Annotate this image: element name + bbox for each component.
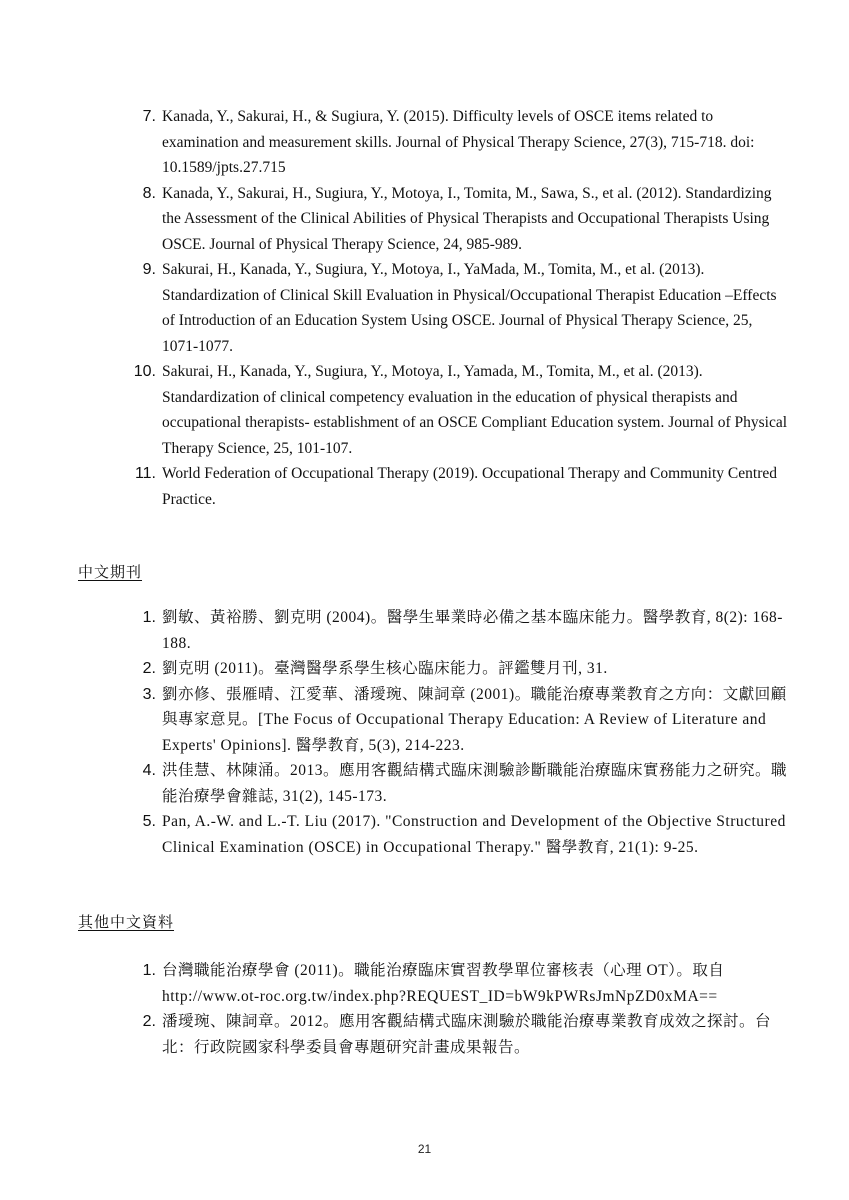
english-reference-list bbox=[0, 104, 849, 512]
reference-text: Pan, A.-W. and L.-T. Liu (2017). "Construction and Development of the Objective Structured Clinical Examination (OSCE) in Occupational Therapy." 醫學教育, 21(1): 9-25. bbox=[162, 813, 786, 856]
reference-text: 洪佳慧、林陳涌。2013。應用客觀結構式臨床測驗診斷職能治療臨床實務能力之研究。職能治療學會雜誌, 31(2), 145-173. bbox=[162, 762, 788, 805]
reference-text: World Federation of Occupational Therapy (2019). Occupational Therapy and Community Centred Practice. bbox=[162, 465, 777, 508]
reference-item bbox=[0, 181, 849, 258]
reference-text: Sakurai, H., Kanada, Y., Sugiura, Y., Motoya, I., Yamada, M., Tomita, M., et al. (2013). Standardization of clinical competency evaluation in the education of physical therapists and occupational therapists- establishment of an OSCE Compliant Education system. Journal of Physical Therapy Science, 25, 101-107. bbox=[162, 363, 788, 457]
reference-number: 2. bbox=[142, 660, 156, 677]
reference-item bbox=[0, 257, 849, 359]
reference-number: 11. bbox=[134, 465, 156, 482]
reference-item bbox=[0, 809, 849, 860]
reference-text: Kanada, Y., Sakurai, H., & Sugiura, Y. (2015). Difficulty levels of OSCE items related to examination and measurement skills. Journal of Physical Therapy Science, 27(3), 715-718. doi: 10.1589/jpts.27.715 bbox=[162, 108, 755, 176]
reference-item bbox=[0, 104, 849, 181]
reference-number: 9. bbox=[142, 261, 156, 278]
reference-text: Kanada, Y., Sakurai, H., Sugiura, Y., Motoya, I., Tomita, M., Sawa, S., et al. (2012). Standardizing the Assessment of the Clinical Abilities of Physical Therapists and Occupational Therapists Using OSCE. Journal of Physical Therapy Science, 24, 985-989. bbox=[162, 184, 772, 253]
reference-item bbox=[0, 758, 849, 809]
other-chinese-list bbox=[0, 958, 849, 1060]
reference-text: 台灣職能治療學會 (2011)。職能治療臨床實習教學單位審核表（心理 OT）。取自 http://www.ot-roc.org.tw/index.php?REQUEST_ID=bW9kPWRsJmNpZD0xMA== bbox=[162, 962, 725, 1005]
reference-item bbox=[0, 359, 849, 461]
reference-item bbox=[0, 605, 849, 656]
reference-number: 4. bbox=[142, 762, 156, 779]
reference-number: 2. bbox=[142, 1013, 156, 1030]
reference-number: 3. bbox=[142, 685, 156, 703]
reference-item bbox=[0, 1009, 849, 1060]
reference-number: 1. bbox=[142, 962, 156, 979]
reference-text: 劉克明 (2011)。臺灣醫學系學生核心臨床能力。評鑑雙月刊, 31. bbox=[162, 660, 608, 677]
reference-item bbox=[0, 461, 849, 512]
reference-item bbox=[0, 958, 849, 1009]
reference-number: 7. bbox=[142, 108, 156, 125]
reference-text: 潘璦琬、陳詞章。2012。應用客觀結構式臨床測驗於職能治療專業教育成效之探討。台北：行政院國家科學委員會專題研究計畫成果報告。 bbox=[162, 1013, 772, 1056]
reference-text: 劉亦修、張雁晴、江愛華、潘璦琬、陳詞章 (2001)。職能治療專業教育之方向：文獻回顧與專家意見。[The Focus of Occupational Therapy Education: A Review of Literature and Experts' Opinions]. 醫學教育, 5(3), 214-223. bbox=[162, 685, 787, 754]
chinese-journals-heading: 中文期刊 bbox=[78, 563, 143, 581]
reference-number: 1. bbox=[142, 609, 156, 626]
chinese-journal-list bbox=[0, 605, 849, 860]
reference-text: 劉敏、黃裕勝、劉克明 (2004)。醫學生畢業時必備之基本臨床能力。醫學教育, 8(2): 168-188. bbox=[162, 609, 783, 652]
other-chinese-heading: 其他中文資料 bbox=[78, 913, 175, 931]
reference-text: Sakurai, H., Kanada, Y., Sugiura, Y., Motoya, I., YaMada, M., Tomita, M., et al. (2013). Standardization of Clinical Skill Evaluation in Physical/Occupational Therapist Education –Effects of Introduction of an Education System Using OSCE. Journal of Physical Therapy Science, 25, 1071-1077. bbox=[162, 261, 777, 355]
reference-number: 5. bbox=[142, 813, 156, 830]
reference-number: 10. bbox=[133, 363, 156, 380]
reference-item bbox=[0, 656, 849, 682]
reference-number: 8. bbox=[142, 184, 156, 202]
page-number: 21 bbox=[417, 1142, 432, 1156]
reference-item bbox=[0, 682, 849, 759]
